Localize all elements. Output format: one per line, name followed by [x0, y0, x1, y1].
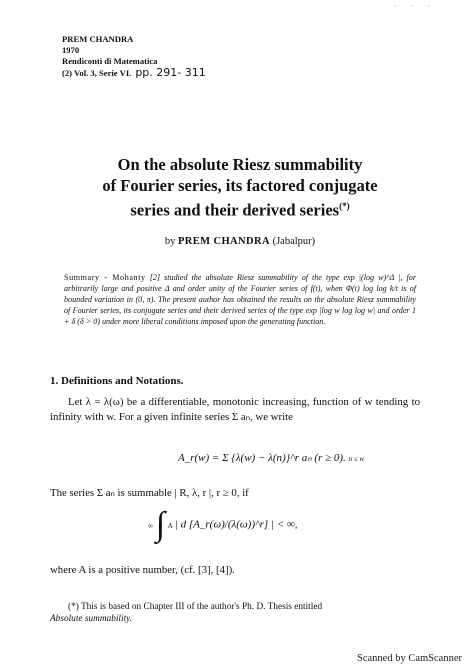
summary-paragraph: [64, 273, 416, 328]
title-footnote-marker: (*): [339, 201, 350, 211]
author-place: (Jabalpur): [272, 236, 316, 247]
top-scan-mark: · · ·: [394, 2, 436, 11]
summary-lead: Summary - Mohanty: [64, 273, 146, 282]
integral-upper-limit: ∞: [148, 521, 153, 530]
paragraph-summability: The series Σ aₙ is summable | R, λ, r |, r ≥ 0, if: [50, 487, 249, 499]
title-line-2: of Fourier series, its factored conjugate: [102, 176, 378, 195]
integral-sign-icon: ∫: [155, 506, 166, 543]
summary-text: [2] studied the absolute Riesz summability of the type exp |(log w)^Δ |, for arbitrarily large and positive Δ and order unity of the Fourier series of f(t), when Φ(t) log log k/t is of bounded variation in (0, π). The present author has obtained the results on the absolute Riesz summability of Fourier series, its conjugate series and their derived series of the type exp |log w log log w| and order 1 + δ (δ > 0) under more liberal conditions imposed upon the generating function.: [64, 273, 416, 326]
equation-riesz-mean: A_r(w) = Σ {λ(w) − λ(n)}^r aₙ (r ≥ 0). n ≤ w: [178, 452, 365, 464]
header-journal: Rendiconti di Matematica: [62, 56, 158, 66]
title-line-1: On the absolute Riesz summability: [117, 155, 363, 174]
scanner-watermark: Scanned by CamScanner: [357, 653, 462, 664]
author-name: PREM CHANDRA: [177, 236, 270, 247]
equation-summability-integral: ∞ ∫ A | d [A_r(ω)/(λ(ω))^r] | < ∞,: [148, 506, 298, 543]
footnote-thesis-title: Absolute summability.: [50, 614, 133, 624]
header-year: 1970: [62, 45, 80, 55]
integral-lower-limit: A: [167, 521, 173, 530]
paragraph-definition: Let λ = λ(ω) be a differentiable, monotonic increasing, function of w tending to infinity with w. For a given infinite series Σ aₙ, we write: [50, 396, 420, 423]
header-author: PREM CHANDRA: [62, 34, 134, 44]
sum-limit: n ≤ w: [348, 455, 365, 463]
handwritten-pages: pp. 291- 311: [135, 66, 206, 79]
paragraph-where: where A is a positive number, (cf. [3], [4]).: [50, 564, 235, 576]
section-heading: 1. Definitions and Notations.: [50, 375, 184, 387]
title-line-3: series and their derived series(*): [130, 200, 350, 220]
author-byline: by PREM CHANDRA (Jabalpur): [164, 236, 316, 247]
footnote: (*) This is based on Chapter III of the author's Ph. D. Thesis entitled Absolute summability.: [50, 602, 323, 624]
citation-header: [62, 34, 206, 79]
header-volume: (2) Vol. 3, Serie VI. pp. 291- 311: [62, 66, 206, 79]
paper-title: [40, 154, 440, 221]
